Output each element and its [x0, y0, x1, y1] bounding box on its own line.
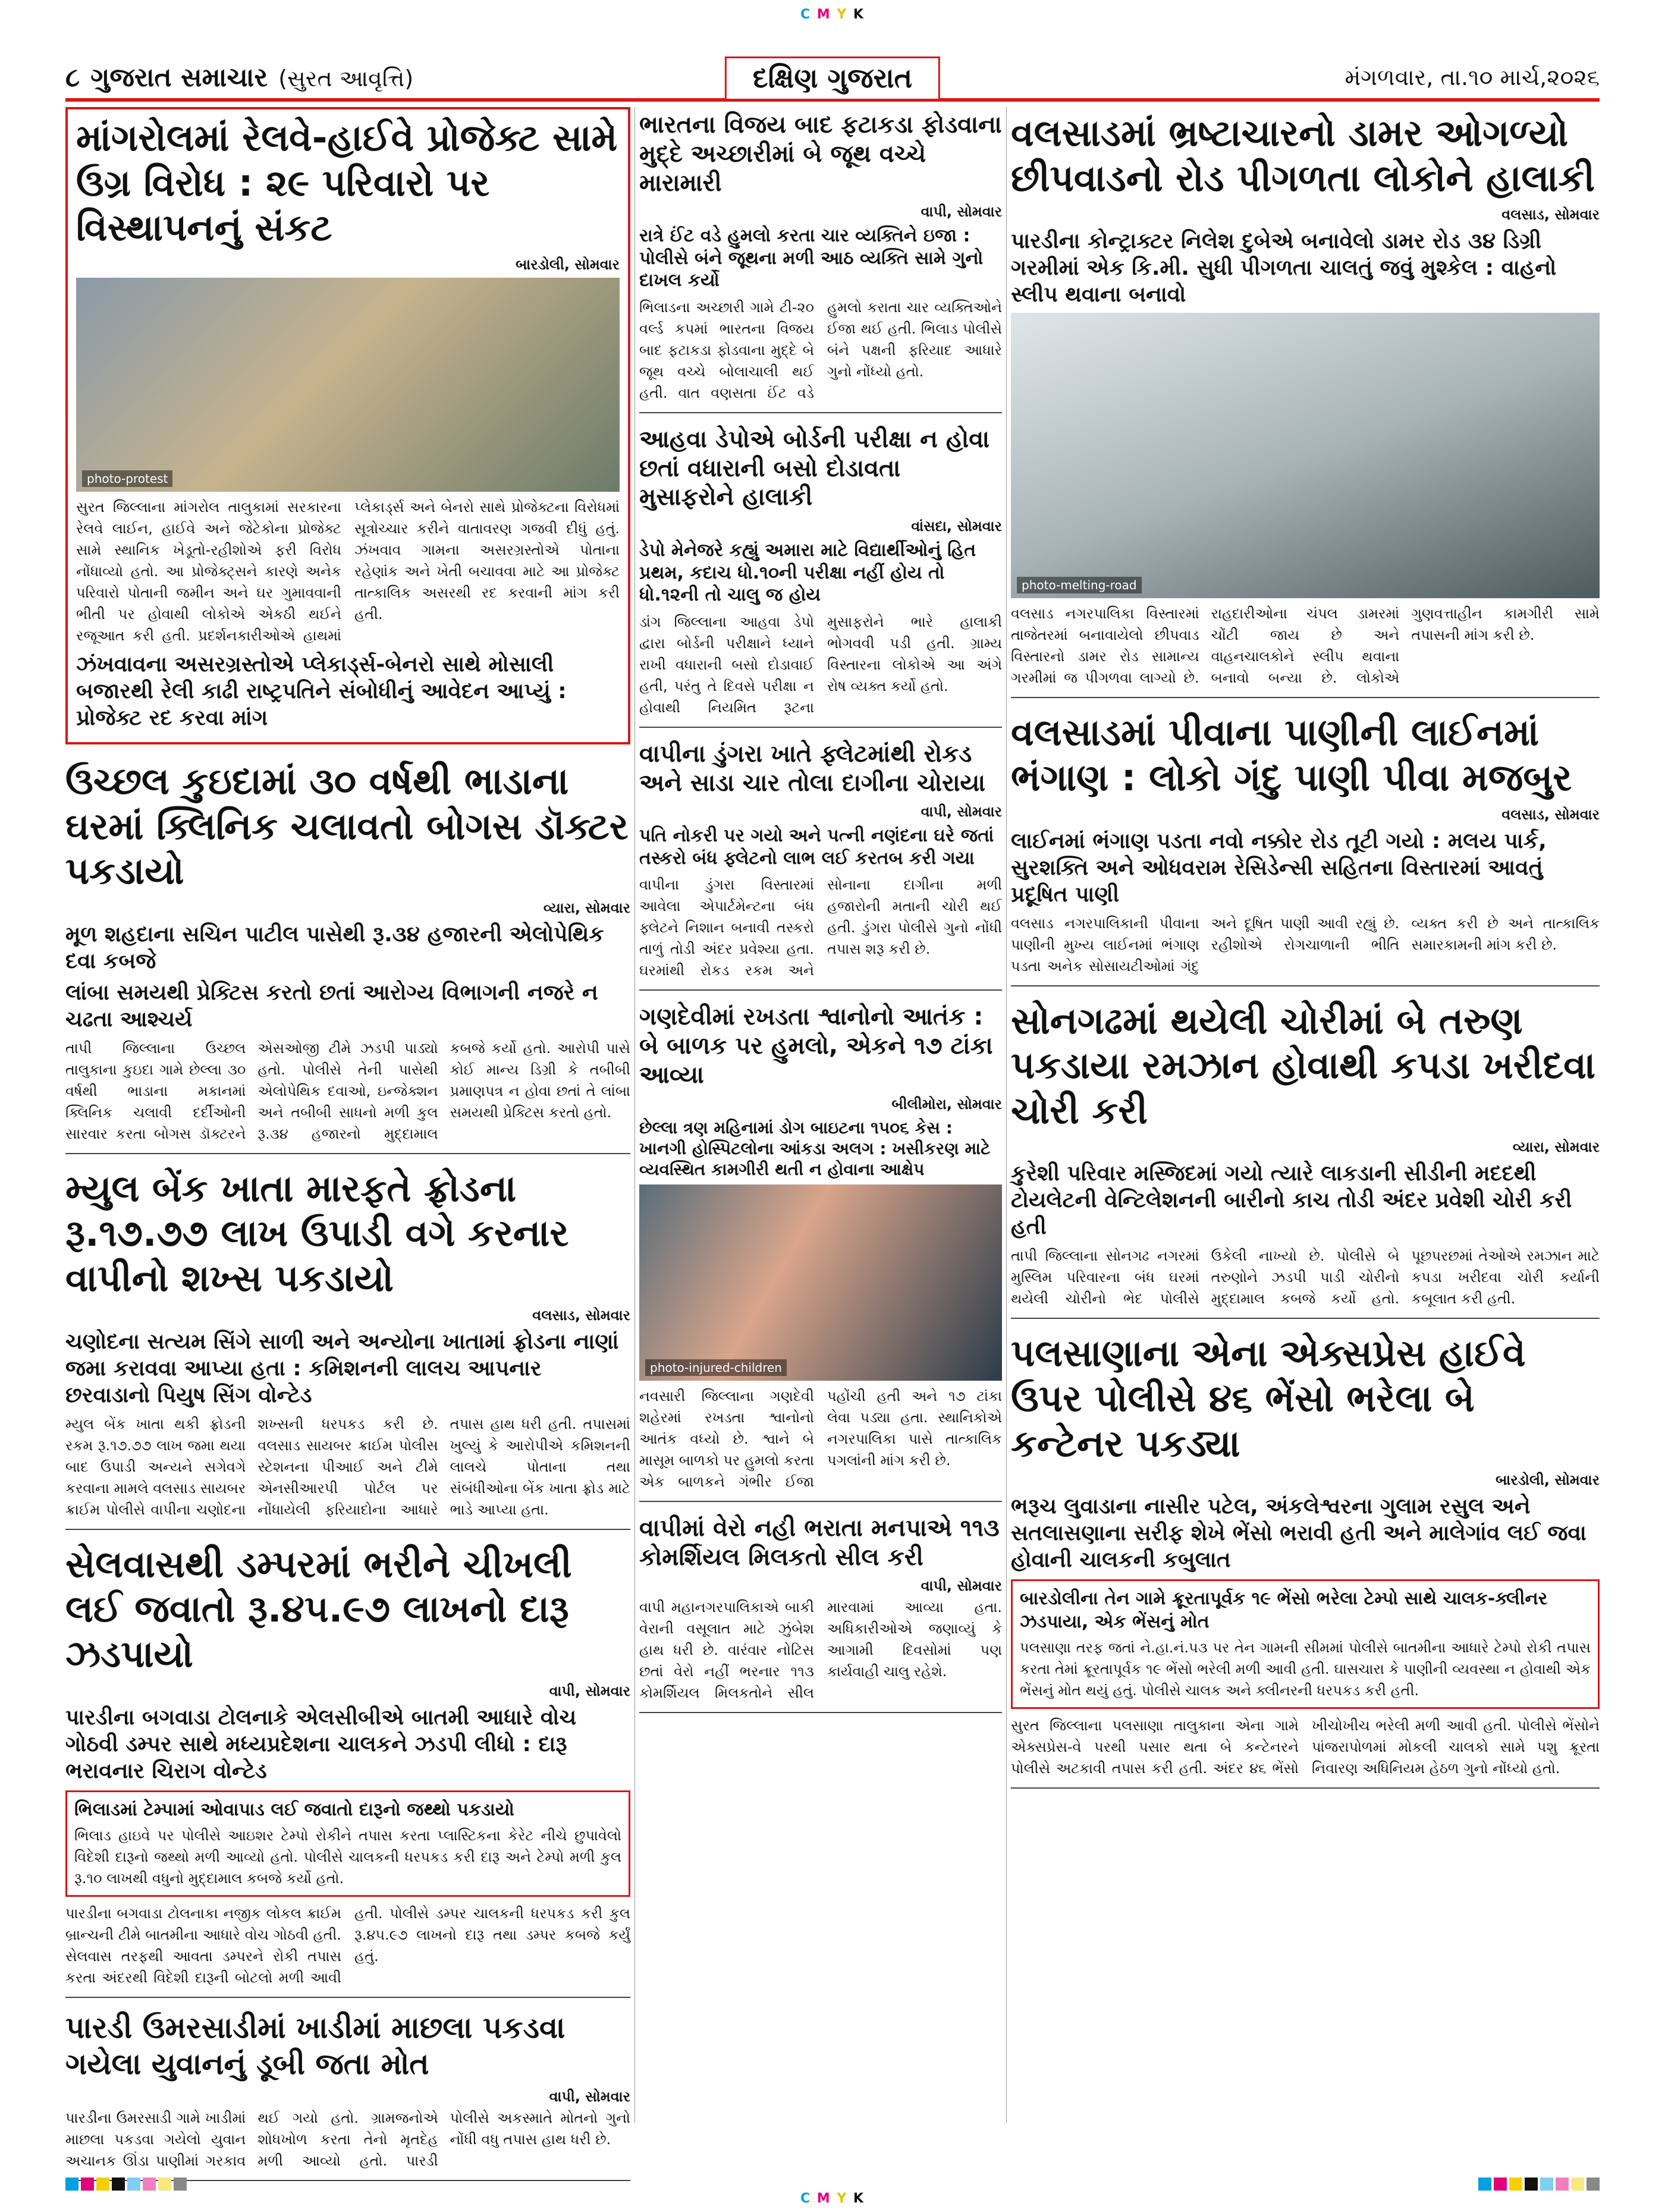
subheadline: કુરેશી પરિવાર મસ્જિદમાં ગયો ત્યારે લાકડાની સીડીની મદદથી ટોયલેટની વેન્ટિલેશનની બારીનો કાચ તોડી અંદર પ્રવેશી ચોરી કરી હતી — [1011, 1161, 1572, 1240]
story-dungra-theft — [639, 736, 1002, 991]
box-title: બારડોલીના તેન ગામે ક્રૂરતાપૂર્વક ૧૯ ભેંસો ભરેલા ટેમ્પો સાથે ચાલક-ક્લીનર ઝડપાયા, એક ભેંસનું મોત — [1020, 1588, 1548, 1633]
photo-caption: photo-protest — [82, 470, 172, 487]
photo-caption: photo-injured-children — [645, 1359, 787, 1376]
dateline: બીલીમોરા, સોમવાર — [891, 1095, 1002, 1113]
section-title: દક્ષિણ ગુજરાત — [725, 56, 940, 99]
box-body: ભિલાડ હાઇવે પર પોલીસે આઇશર ટેમ્પો રોકીને તપાસ કરતા પ્લાસ્ટિકના કેરેટ નીચે છુપાવેલો વિદેશી દારૂનો જથ્થો મળી આવ્યો હતો. પોલીસે ચાલકની ધરપકડ કરી દારૂ અને ટેમ્પો મળી કુલ રૂ.૧૦ લાખથી વધુનો મુદ્દામાલ કબજે કર્યો હતો. — [74, 1827, 621, 1887]
dateline: વાપી, સોમવાર — [921, 803, 1002, 821]
subheadline: પારડીના બગવાડા ટોલનાકે એલસીબીએ બાતમી આધારે વોચ ગોઠવી ડમ્પર સાથે મધ્યપ્રદેશના ચાલકને ઝડપી લીધો : દારૂ ભરાવનાર ચિરાગ વોન્ટેડ — [65, 1705, 577, 1783]
color-swatch — [127, 2178, 140, 2191]
story-body: પારડીના બગવાડા ટોલનાકા નજીક લોકલ ક્રાઈમ બ્રાન્ચની ટીમે બાતમીના આધારે વોચ ગોઠવી હતી. સેલવાસ તરફથી આવતા ડમ્પરને રોકી તપાસ કરતા અંદરથી વિદેશી દારૂની બોટલો મળી આવી હતી. પોલીસે ડમ્પર ચાલકની ધરપકડ કરી કુલ રૂ.૪૫.૯૭ લાખનો દારૂ તથા ડમ્પર કબજે કર્યું હતું. — [65, 1905, 630, 1986]
color-swatch — [1571, 2178, 1584, 2191]
story-umarsadi-drowning — [65, 2006, 630, 2181]
story-body: ભિલાડના અચ્છારી ગામે ટી-૨૦ વર્લ્ડ કપમાં ભારતના વિજય બાદ ફટાકડા ફોડવાના મુદ્દે બે જૂથ વચ્ચે બોલાચાલી થઈ હતી. વાત વણસતા ઈંટ વડે હુમલો કરાતા ચાર વ્યક્તિઓને ઈજા થઈ હતી. ભિલાડ પોલીસે બંને પક્ષની ફરિયાદ આધારે ગુનો નોંધ્યો હતો. — [639, 299, 1002, 401]
color-swatch — [81, 2178, 94, 2191]
dateline: વલસાડ, સોમવાર — [1501, 806, 1600, 823]
registration-mark-top: C M Y K — [800, 7, 865, 22]
column-middle — [639, 107, 1002, 2123]
story-valsad-water-pipeline — [1011, 706, 1600, 986]
dateline: વાપી, સોમવાર — [921, 203, 1002, 221]
color-swatch — [1587, 2178, 1600, 2191]
story-body: તાપી જિલ્લાના સોનગઢ નગરમાં મુસ્લિમ પરિવારના બંધ ઘરમાં થયેલી ચોરીનો ભેદ પોલીસે ઉકેલી નાખ્યો છે. પોલીસે બે તરુણોને ઝડપી પાડી ચોરીનો મુદ્દામાલ કબજે કર્યો હતો. પૂછપરછમાં તેઓએ રમઝાન માટે કપડા ખરીદવા ચોરી કર્યાની કબૂલાત કરી હતી. — [1011, 1248, 1600, 1308]
color-swatches-left — [65, 2178, 187, 2191]
story-songadh-theft — [1011, 995, 1600, 1319]
story-body: મ્યુલ બેંક ખાતા થકી ફ્રોડની રકમ રૂ.૧૭.૭૭ લાખ જમા થયા બાદ ઉપાડી અન્યને સગેવગે કરવાના મામલે વલસાડ સાયબર ક્રાઈમ પોલીસે વાપીના ચણોદના શખ્સની ધરપકડ કરી છે. વલસાડ સાયબર ક્રાઈમ પોલીસ સ્ટેશનના પીઆઈ અને ટીમે એનસીઆરપી પોર્ટલ પર નોંધાયેલી ફરિયાદોના આધારે તપાસ હાથ ધરી હતી. તપાસમાં ખુલ્યું કે આરોપીએ કમિશનની લાલચે પોતાના તથા સંબંધીઓના બેંક ખાતા ફ્રોડ માટે ભાડે આપ્યા હતા. — [65, 1415, 630, 1518]
color-swatch — [158, 2178, 171, 2191]
story-valsad-road-melting — [1011, 107, 1600, 698]
headline: સોનગઢમાં થયેલી ચોરીમાં બે તરુણ પકડાયા રમઝાન હોવાથી કપડા ખરીદવા ચોરી કરી — [1011, 998, 1596, 1132]
dateline: વાપી, સોમવાર — [549, 1682, 630, 1699]
dateline: વ્યારા, સોમવાર — [1512, 1139, 1600, 1156]
color-swatch — [1494, 2178, 1507, 2191]
subheadline: છેલ્લા ત્રણ મહિનામાં ડોગ બાઇટના ૧૫૦૬ કેસ : ખાનગી હોસ્પિટલોના આંકડા અલગ : ખસીકરણ માટે વ્યવસ્થિત કામગીરી થતી ન હોવાના આક્ષેપ — [639, 1117, 991, 1179]
newspaper-brand: ગુજરાત સમાચાર — [90, 62, 268, 93]
injured-children-photo — [639, 1184, 1002, 1381]
color-swatch — [1478, 2178, 1491, 2191]
story-body: પારડીના ઉમરસાડી ગામે ખાડીમાં માછલા પકડવા ગયેલો યુવાન અચાનક ઊંડા પાણીમાં ગરકાવ થઈ ગયો હતો. ગ્રામજનોએ શોધખોળ કરતા તેનો મૃતદેહ મળી આવ્યો હતો. પારડી પોલીસે અકસ્માતે મોતનો ગુનો નોંધી વધુ તપાસ હાથ ધરી છે. — [65, 2109, 630, 2169]
registration-mark-bottom: C M Y K — [800, 2191, 865, 2206]
story-body: નવસારી જિલ્લાના ગણદેવી શહેરમાં રખડતા શ્વાનોનો આતંક વધ્યો છે. શ્વાને બે માસૂમ બાળકો પર હુમલો કરતા એક બાળકને ગંભીર ઈજા પહોંચી હતી અને ૧૭ ટાંકા લેવા પડ્યા હતા. સ્થાનિકોએ નગરપાલિકા પાસે તાત્કાલિક પગલાંની માંગ કરી છે. — [639, 1387, 1002, 1490]
dateline: વાપી, સોમવાર — [549, 2088, 630, 2105]
color-swatch — [65, 2178, 78, 2191]
story-gandevi-dogs — [639, 999, 1002, 1501]
dateline: બારડોલી, સોમવાર — [516, 256, 620, 273]
subheadline: પારડીના કોન્ટ્રાક્ટર નિલેશ દુબેએ બનાવેલો ડામર રોડ ૩૪ ડિગ્રી ગરમીમાં એક કિ.મી. સુધી પીગળતા ચાલતું જવું મુશ્કેલ : વાહનો સ્લીપ થવાના બનાવો — [1011, 229, 1557, 307]
color-swatch — [1556, 2178, 1569, 2191]
headline: આહવા ડેપોએ બોર્ડની પરીક્ષા ન હોવા છતાં વધારાની બસો દોડાવતા મુસાફરોને હાલાકી — [639, 425, 989, 511]
sidebar-box-ten-village-buffaloes — [1011, 1579, 1600, 1709]
headline: ઉચ્છલ કુઇદામાં ૩૦ વર્ષથી ભાડાના ઘરમાં ક્લિનિક ચલાવતો બોગસ ડૉક્ટર પકડાયો — [65, 759, 629, 893]
subheadline: મૂળ શહદાના સચિન પાટીલ પાસેથી રૂ.૩૪ હજારની એલોપેથિક દવા કબજે — [65, 922, 604, 973]
dateline: વ્યારા, સોમવાર — [543, 899, 630, 916]
box-title: ભિલાડમાં ટેમ્પામાં ઓવાપાડ લઈ જવાતો દારૂનો જથ્થો પકડાયો — [74, 1799, 514, 1820]
story-body: વાપી મહાનગરપાલિકાએ બાકી વેરાની વસૂલાત માટે ઝુંબેશ હાથ ધરી છે. વારંવાર નોટિસ છતાં વેરો નહીં ભરનાર ૧૧૩ કોમર્શિયલ મિલકતોને સીલ મારવામાં આવ્યા હતા. અધિકારીઓએ જણાવ્યું કે આગામી દિવસોમાં પણ કાર્યવાહી ચાલુ રહેશે. — [639, 1599, 1002, 1702]
color-swatches-right — [1478, 2178, 1600, 2191]
headline: વલસાડમાં પીવાના પાણીની લાઈનમાં ભંગાણ : લોકો ગંદુ પાણી પીવા મજબુર — [1011, 711, 1572, 799]
dateline: વાંસદા, સોમવાર — [911, 518, 1002, 535]
story-mule-account-fraud — [65, 1162, 630, 1530]
color-swatch — [1525, 2178, 1538, 2191]
dateline: વલસાડ, સોમવાર — [1501, 206, 1600, 224]
box-body: પલસાણા તરફ જતાં ને.હા.નં.પ૩ પર તેન ગામની સીમમાં પોલીસે બાતમીના આધારે ટેમ્પો રોકી તપાસ કરતા તેમાં ક્રૂરતાપૂર્વક ૧૯ ભેંસો ભરેલી મળી આવી હતી. ઘાસચારા કે પાણીની વ્યવસ્થા ન હોવાથી એક ભેંસનું મોત થયું હતું. પોલીસે ચાલક અને ક્લીનરની ધરપકડ કરી હતી. — [1020, 1639, 1591, 1699]
headline: પારડી ઉમરસાડીમાં ખાડીમાં માછલા પકડવા ગયેલા યુવાનનું ડૂબી જતા મોત — [65, 2010, 566, 2081]
color-swatch — [174, 2178, 187, 2191]
story-body: ડાંગ જિલ્લાના આહવા ડેપો દ્વારા બોર્ડની પરીક્ષાને ધ્યાને રાખી વધારાની બસો દોડાવાઈ હતી, પરંતુ તે દિવસે પરીક્ષા ન હોવાથી નિયમિત રૂટના મુસાફરોને ભારે હાલાકી ભોગવવી પડી હતી. ગ્રામ્ય વિસ્તારના લોકોએ આ અંગે રોષ વ્યક્ત કર્યો હતો. — [639, 613, 1002, 716]
headline: પલસાણાના એના એક્સપ્રેસ હાઈવે ઉપર પોલીસે ૪૬ ભેંસો ભરેલા બે કન્ટેનર પકડ્યા — [1011, 1331, 1526, 1465]
column-right — [1011, 107, 1600, 2123]
story-mangrol-protest — [65, 107, 630, 744]
color-swatch — [96, 2178, 109, 2191]
subheadline: ઝંખવાવના અસરગ્રસ્તોએ પ્લેકાર્ડ્સ-બેનરો સાથે મોસાલી બજારથી રેલી કાઢી રાષ્ટ્રપતિને સંબોધીનું આવેદન આપ્યું : પ્રોજેક્ટ રદ કરવા માંગ — [76, 652, 567, 730]
headline: ગણદેવીમાં રખડતા શ્વાનોનો આતંક : બે બાળક પર હુમલો, એકને ૧૭ ટાંકા આવ્યા — [639, 1003, 993, 1089]
story-body: સુરત જિલ્લાના પલસાણા તાલુકાના એના ગામે એક્સપ્રેસ-વે પરથી પસાર થતા બે કન્ટેનરને પોલીસે અટકાવી તપાસ કરી હતી. અંદર ૪૬ ભેંસો ખીચોખીચ ભરેલી મળી આવી હતી. પોલીસે ભેંસોને પાંજરાપોળમાં મોકલી ચાલકો સામે પશુ ક્રૂરતા નિવારણ અધિનિયમ હેઠળ ગુનો નોંધ્યો હતો. — [1011, 1717, 1600, 1777]
headline: વાપીના ડુંગરા ખાતે ફ્લેટમાંથી રોકડ અને સાડા ચાર તોલા દાગીના ચોરાયા — [639, 740, 986, 797]
section-tab — [725, 56, 940, 98]
headline: વાપીમાં વેરો નહી ભરાતા મનપાએ ૧૧૩ કોમર્શિયલ મિલકતો સીલ કરી — [639, 1514, 1000, 1571]
story-body: વાપીના ડુંગરા વિસ્તારમાં આવેલા એપાર્ટમેન્ટના બંધ ફ્લેટને નિશાન બનાવી તસ્કરો તાળું તોડી અંદર પ્રવેશ્યા હતા. ઘરમાંથી રોકડ રકમ અને સોનાના દાગીના મળી હજારોની મતાની ચોરી થઈ હતી. ડુંગરા પોલીસે ગુનો નોંધી તપાસ શરૂ કરી છે. — [639, 876, 1002, 979]
protest-photo — [76, 278, 620, 492]
story-ahwa-depot-buses — [639, 422, 1002, 728]
headline: સેલવાસથી ડમ્પરમાં ભરીને ચીખલી લઈ જવાતો રૂ.૪૫.૯૭ લાખનો દારૂ ઝડપાયો — [65, 1542, 572, 1676]
story-body: વલસાડ નગરપાલિકા વિસ્તારમાં તાજેતરમાં બનાવાયેલો છીપવાડ વિસ્તારનો ડામર રોડ સામાન્ય ગરમીમાં જ પીગળવા લાગ્યો છે. રાહદારીઓના ચંપલ ડામરમાં ચોંટી જાય છે અને વાહનચાલકોને સ્લીપ થવાના બનાવો બન્યા છે. લોકોએ ગુણવત્તાહીન કામગીરી સામે તપાસની માંગ કરી છે. — [1011, 605, 1600, 687]
story-palsana-buffalo-containers — [1011, 1327, 1600, 1789]
story-liquor-dumper — [65, 1538, 630, 1998]
headline: વલસાડમાં ભ્રષ્ટાચારનો ડામર ઓગળ્યો છીપવાડનો રોડ પીગળતા લોકોને હાલાકી — [1011, 111, 1595, 200]
subheadline: પતિ નોકરી પર ગયો અને પત્ની નણંદના ઘરે જતાં તસ્કરો બંધ ફ્લેટનો લાભ લઈ કરતબ કરી ગયા — [639, 825, 994, 869]
subheadline: રાત્રે ઈંટ વડે હુમલો કરતા ચાર વ્યક્તિને ઇજા : પોલીસે બંને જૂથના મળી આઠ વ્યક્તિ સામે ગુનો દાખલ કર્યો — [639, 225, 984, 291]
story-body: સુરત જિલ્લાના માંગરોલ તાલુકામાં સરકારના રેલવે લાઈન, હાઈવે અને જેટેકોના પ્રોજેક્ટ સામે સ્થાનિક ખેડૂતો-રહીશોએ ફરી વિરોધ નોંધાવ્યો હતો. આ પ્રોજેક્ટ્સને કારણે અનેક પરિવારો પોતાની જમીન અને ઘર ગુમાવવાની ભીતી પર હોવાથી લોકોએ એકઠી થઈને રજૂઆત કરી હતી. પ્રદર્શનકારીઓએ હાથમાં પ્લેકાર્ડ્સ અને બેનરો સાથે પ્રોજેક્ટના વિરોધમાં સૂત્રોચ્ચાર કરીને વાતાવરણ ગજવી દીધું હતું. ઝંખવાવ ગામના અસરગ્રસ્તોએ પોતાના રહેણાંક અને ખેતી બચાવવા માટે આ પ્રોજેક્ટ તાત્કાલિક અસરથી રદ કરવાની માંગ કરી હતી. — [76, 498, 620, 644]
photo-caption: photo-melting-road — [1017, 577, 1142, 593]
headline: માંગરોલમાં રેલવે-હાઈવે પ્રોજેક્ટ સામે ઉગ્ર વિરોધ : ૨૯ પરિવારો પર વિસ્થાપનનું સંકટ — [76, 116, 618, 250]
color-swatch — [143, 2178, 156, 2191]
column-left — [65, 107, 630, 2169]
story-body: વલસાડ નગરપાલિકાની પીવાના પાણીની મુખ્ય લાઈનમાં ભંગાણ પડતા અનેક સોસાયટીઓમાં ગંદુ અને દૂષિત પાણી આવી રહ્યું છે. રહીશોએ રોગચાળાની ભીતિ વ્યક્ત કરી છે અને તાત્કાલિક સમારકામની માંગ કરી છે. — [1011, 915, 1600, 975]
story-bogus-doctor — [65, 755, 630, 1154]
masthead-left — [65, 62, 413, 93]
subheadline: ચણોદના સત્યમ સિંગે સાળી અને અન્યોના ખાતામાં ફ્રોડના નાણાં જમા કરાવવા આપ્યા હતા : કમિશનની લાલચ આપનાર છરવાડાનો પિયુષ સિંગ વોન્ટેડ — [65, 1329, 619, 1407]
headline: મ્યુલ બેંક ખાતા મારફતે ફ્રોડના રૂ.૧૭.૭૭ લાખ ઉપાડી વગે કરનાર વાપીનો શખ્સ પકડાયો — [65, 1166, 569, 1300]
story-body: તાપી જિલ્લાના ઉચ્છલ તાલુકાના કુઇદા ગામે છેલ્લા ૩૦ વર્ષથી ભાડાના મકાનમાં ક્લિનિક ચલાવી દર્દીઓની સારવાર કરતા બોગસ ડૉક્ટરને એસઓજી ટીમે ઝડપી પાડ્યો હતો. પોલીસે તેની પાસેથી એલોપેથિક દવાઓ, ઇન્જેક્શન અને તબીબી સાધનો મળી કુલ રૂ.૩૪ હજારનો મુદ્દામાલ કબજે કર્યો હતો. આરોપી પાસે કોઈ માન્ય ડિગ્રી કે તબીબી પ્રમાણપત્ર ન હોવા છતાં તે લાંબા સમયથી પ્રેક્ટિસ કરતો હતો. — [65, 1039, 630, 1142]
page-number: ૮ — [65, 62, 80, 93]
dateline: વલસાડ, સોમવાર — [532, 1306, 630, 1324]
masthead — [65, 56, 1600, 102]
dateline: વાપી, સોમવાર — [921, 1578, 1002, 1595]
column-rule-2 — [1006, 107, 1007, 2123]
dateline: બારડોલી, સોમવાર — [1496, 1472, 1600, 1489]
issue-date: મંગળવાર, તા.૧૦ માર્ચ,૨૦૨૬ — [1344, 64, 1600, 90]
color-swatch — [112, 2178, 125, 2191]
subheadline: ભરૂચ લુવાડાના નાસીર પટેલ, અંકલેશ્વરના ગુલામ રસુલ અને સતલાસણાના સરીફ શેખે ભેંસો ભરાવી હતી અને માલેગાંવ લઈ જવા હોવાની ચાલકની કબુલાત — [1011, 1494, 1587, 1573]
story-vapi-tax-seal — [639, 1510, 1002, 1714]
color-swatch — [1509, 2178, 1522, 2191]
sidebar-box-bhilad-liquor — [65, 1790, 630, 1897]
print-color-bar — [65, 2178, 1600, 2191]
column-rule-1 — [634, 107, 635, 2123]
subheadline: ડેપો મેનેજરે કહ્યું અમારા માટે વિદ્યાર્થીઓનું હિત પ્રથમ, કદાચ ધો.૧૦ની પરીક્ષા નહીં હોય તો ધો.૧૨ની તો ચાલુ જ હોય — [639, 540, 976, 606]
melting-road-photo — [1011, 313, 1600, 598]
subheadline-2: લાંબા સમયથી પ્રેક્ટિસ કરતો છતાં આરોગ્ય વિભાગની નજરે ન ચઢતા આશ્ચર્ય — [65, 980, 598, 1032]
color-swatch — [1540, 2178, 1553, 2191]
headline: ભારતના વિજય બાદ ફટાકડા ફોડવાના મુદ્દે અચ્છારીમાં બે જૂથ વચ્ચે મારામારી — [639, 111, 1002, 197]
subheadline: લાઈનમાં ભંગાણ પડતા નવો નક્કોર રોડ તૂટી ગયો : મલય પાર્ક, સુરશક્તિ અને ઓધવરામ રેસિડેન્સી સહિતના વિસ્તારમાં આવતું પ્રદૂષિત પાણી — [1011, 828, 1547, 907]
story-firecracker-clash — [639, 107, 1002, 413]
edition-label: (સુરત આવૃત્તિ) — [278, 65, 414, 92]
